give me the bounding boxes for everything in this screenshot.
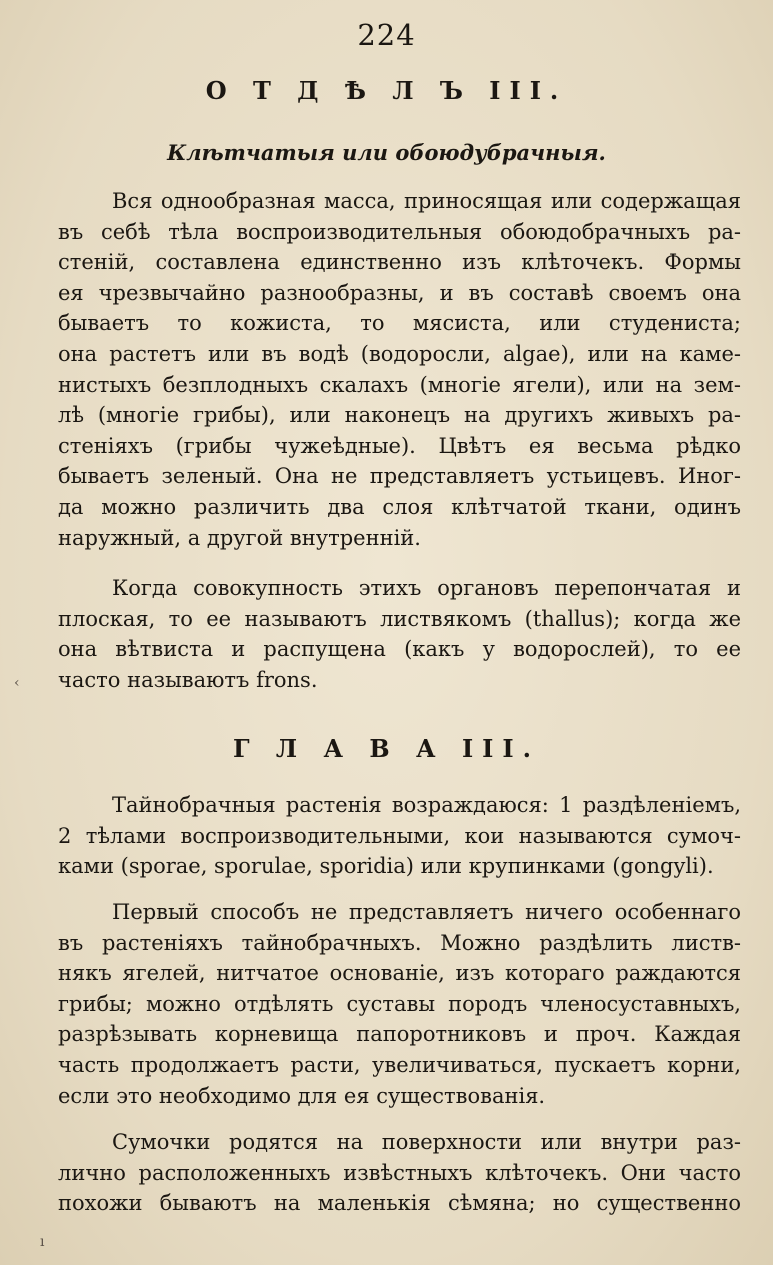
text-line: разрѣзывать корневища папоротниковъ и проч. Каждая bbox=[58, 1022, 741, 1047]
text-line: похожи бываютъ на маленькія сѣмяна; но существенно bbox=[58, 1191, 741, 1216]
text-line: Сумочки родятся на поверхности или внутри раз- bbox=[112, 1130, 741, 1154]
text-line: бываетъ зеленый. Она не представляетъ устьицевъ. Иног- bbox=[58, 464, 741, 489]
text-line: някъ ягелей, нитчатое основаніе, изъ котораго раждаются bbox=[58, 961, 741, 986]
text-line: да можно различить два слоя клѣтчатой ткани, одинъ bbox=[58, 494, 741, 519]
text-line: грибы; можно отдѣлять суставы породъ членосуставныхъ, bbox=[58, 991, 741, 1016]
text-line: въ растеніяхъ тайнобрачныхъ. Можно раздѣлить листв- bbox=[58, 930, 741, 955]
text-line: ками (sporae, sporulae, sporidia) или крупинками (gongyli). bbox=[58, 854, 714, 879]
text-line: лѣ (многіе грибы), или наконецъ на другихъ живыхъ ра- bbox=[58, 403, 741, 428]
text-line: 2 тѣлами воспроизводительными, кои называются сумоч- bbox=[58, 823, 741, 848]
text-line: стеніяхъ (грибы чужеѣдные). Цвѣтъ ея весьма рѣдко bbox=[58, 433, 741, 458]
text-line: стеній, составлена единственно изъ клѣточекъ. Формы bbox=[58, 250, 741, 275]
section-heading: О Т Д Ѣ Л Ъ III. bbox=[205, 76, 568, 105]
text-line: она растетъ или въ водѣ (водоросли, algae), или на камe- bbox=[58, 341, 741, 366]
text-line: часть продолжаетъ расти, увеличиваться, пускаетъ корни, bbox=[58, 1052, 741, 1077]
margin-mark-left: ‹ bbox=[14, 675, 20, 691]
page-number: 224 bbox=[357, 18, 416, 52]
paragraph-1 bbox=[58, 186, 741, 553]
text-line: лично расположенныхъ извѣстныхъ клѣточекъ. Они часто bbox=[58, 1160, 741, 1185]
text-line: Тайнобрачныя растенія возраждаюся: 1 раздѣленіемъ, bbox=[112, 793, 741, 817]
text-line: плоская, то ее называютъ листвякомъ (thallus); когда же bbox=[58, 606, 741, 631]
paragraph-5 bbox=[58, 1127, 741, 1219]
section-subtitle: Клѣтчатыя или обоюдубрачныя. bbox=[167, 140, 606, 165]
chapter-heading: Г Л А В А III. bbox=[233, 734, 540, 763]
text-line: Когда совокупность этихъ органовъ перепончатая и bbox=[112, 576, 741, 600]
text-line: Вся однообразная масса, приносящая или содержащая bbox=[112, 189, 741, 213]
margin-mark-bottom: ı bbox=[40, 1234, 45, 1250]
text-line: нистыхъ безплодныхъ скалахъ (многіе ягели), или на зем- bbox=[58, 372, 741, 397]
text-line: если это необходимо для ея существованія. bbox=[58, 1083, 546, 1108]
text-line: бываетъ то кожиста, то мясиста, или студениста; bbox=[58, 311, 741, 336]
text-line: въ себѣ тѣла воспроизводительныя обоюдобрачныхъ ра- bbox=[58, 219, 741, 244]
text-line: Первый способъ не представляетъ ничего особеннаго bbox=[112, 900, 741, 924]
text-line: ея чрезвычайно разнообразны, и въ составѣ своемъ она bbox=[58, 280, 741, 305]
text-line: часто называютъ frons. bbox=[58, 667, 318, 692]
paragraph-3 bbox=[58, 790, 741, 882]
text-line: наружный, а другой внутренній. bbox=[58, 525, 421, 550]
text-line: она вѣтвиста и распущена (какъ у водорослей), то ее bbox=[58, 637, 741, 662]
paragraph-4 bbox=[58, 897, 741, 1111]
paragraph-2 bbox=[58, 573, 741, 695]
